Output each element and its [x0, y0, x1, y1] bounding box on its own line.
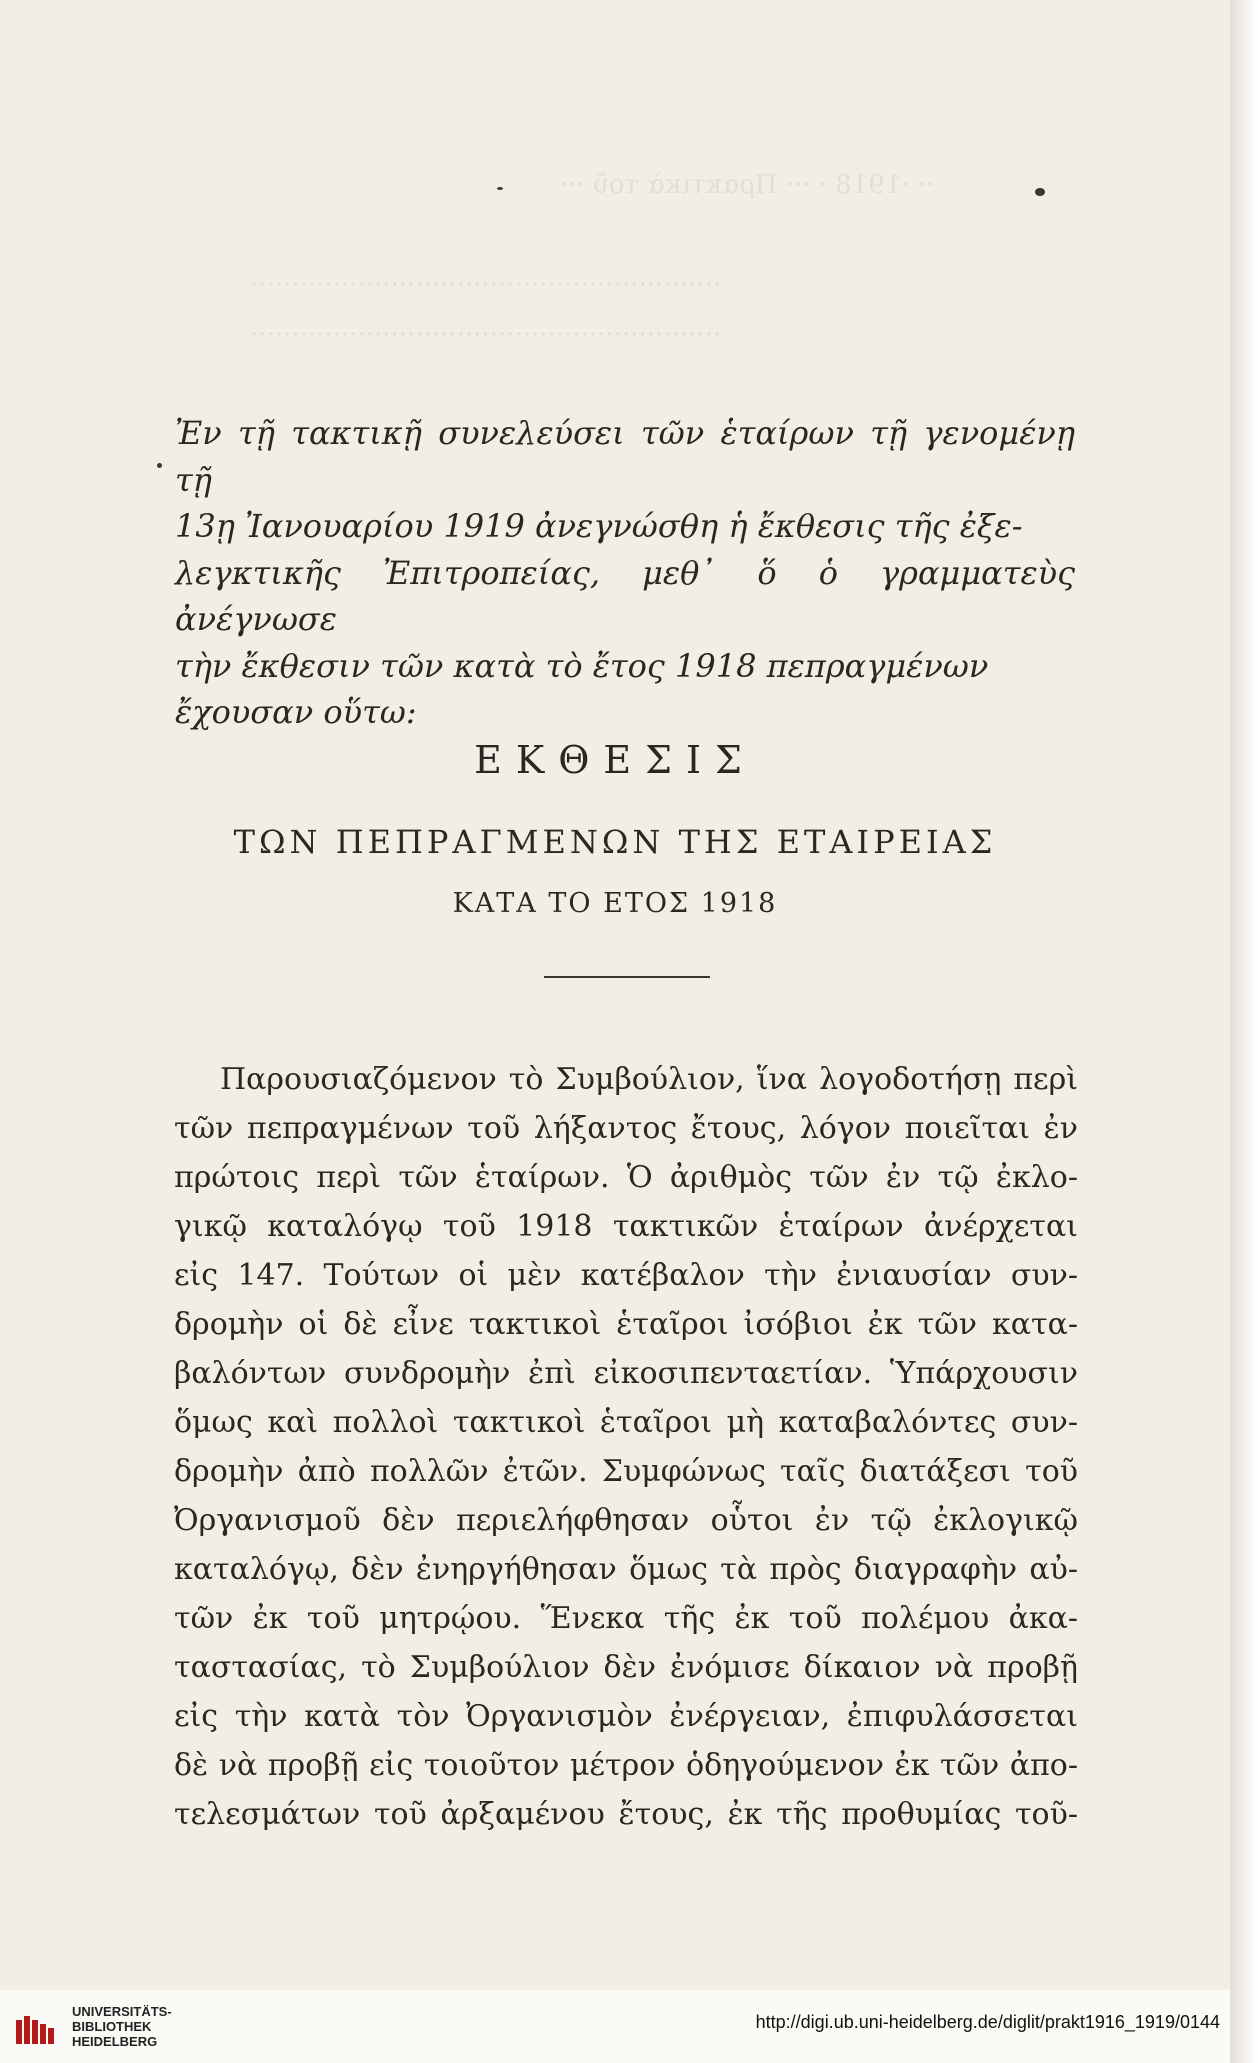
bleed-through-text: ·························································	[250, 270, 722, 300]
logo-line: HEIDELBERG	[72, 2034, 158, 2049]
body-line: ταστασίας, τὸ Συμβούλιον δὲν ἐνόμισε δίκαιον νὰ προβῇ	[174, 1650, 1078, 1685]
body-line: δὲ νὰ προβῇ εἰς τοιοῦτον μέτρον ὁδηγούμενον ἐκ τῶν ἀπο-	[174, 1748, 1078, 1783]
body-line: βαλόντων συνδρομὴν ἐπὶ εἰκοσιπενταετίαν. Ὑπάρχουσιν	[174, 1356, 1078, 1391]
report-year-line: ΚΑΤΑ ΤΟ ΕΤΟΣ 1918	[452, 888, 778, 919]
report-subtitle: ΤΩΝ ΠΕΠΡΑΓΜΕΝΩΝ ΤΗΣ ΕΤΑΙΡΕΙΑΣ	[233, 823, 997, 861]
intro-line: 13ῃ Ἰανουαρίου 1919 ἀνεγνώσθη ἡ ἔκθεσις τῆς ἐξε-	[175, 507, 1023, 545]
body-line: τῶν ἐκ τοῦ μητρῴου. Ἕνεκα τῆς ἐκ τοῦ πολέμου ἀκα-	[174, 1601, 1078, 1636]
report-title: ΕΚΘΕΣΙΣ	[474, 738, 756, 782]
bleed-through-text: ·························································	[250, 320, 722, 350]
body-line: τῶν πεπραγμένων τοῦ λήξαντος ἔτους, λόγον ποιεῖται ἐν	[174, 1111, 1078, 1146]
ink-speck	[157, 463, 162, 468]
body-line: Παρουσιαζόμενον τὸ Συμβούλιον, ἵνα λογοδοτήσῃ περὶ	[220, 1062, 1078, 1097]
body-line: Ὀργανισμοῦ δὲν περιελήφθησαν οὗτοι ἐν τῷ ἐκλογικῷ	[174, 1503, 1078, 1538]
body-line: γικῷ καταλόγῳ τοῦ 1918 τακτικῶν ἑταίρων ἀνέρχεται	[174, 1209, 1078, 1244]
body-line: πρώτοις περὶ τῶν ἑταίρων. Ὁ ἀριθμὸς τῶν ἐν τῷ ἐκλο-	[174, 1160, 1078, 1195]
logo-line: UNIVERSITÄTS-	[72, 2004, 172, 2019]
body-line: καταλόγῳ, δὲν ἐνηργήθησαν ὅμως τὰ πρὸς διαγραφὴν αὐ-	[174, 1552, 1078, 1587]
body-line: τελεσμάτων τοῦ ἀρξαμένου ἔτους, ἐκ τῆς προθυμίας τοῦ-	[174, 1797, 1078, 1832]
logo-line: BIBLIOTHEK	[72, 2019, 152, 2034]
body-line: δρομὴν οἱ δὲ εἶνε τακτικοὶ ἑταῖροι ἰσόβιοι ἐκ τῶν κατα-	[174, 1307, 1078, 1342]
bleed-through-text: ·· ·1918 · ··· Πρακτικὰ τοῦ ···	[560, 170, 935, 200]
intro-line: τὴν ἔκθεσιν τῶν κατὰ τὸ ἔτος 1918 πεπραγμένων	[175, 646, 989, 685]
intro-line: Ἐν τῇ τακτικῇ συνελεύσει τῶν ἑταίρων τῇ γενομένῃ τῇ	[175, 414, 1075, 499]
body-line: εἰς 147. Τούτων οἱ μὲν κατέβαλον τὴν ἐνιαυσίαν συν-	[174, 1258, 1078, 1293]
divider-rule	[544, 976, 710, 978]
library-logo-icon	[14, 2012, 62, 2048]
body-paragraph	[174, 1055, 1078, 1839]
body-line: εἰς τὴν κατὰ τὸν Ὀργανισμὸν ἐνέργειαν, ἐπιφυλάσσεται	[174, 1699, 1078, 1734]
ink-speck	[1035, 188, 1045, 196]
library-logo-text	[72, 2004, 172, 2049]
ink-speck	[497, 187, 503, 190]
body-line: δρομὴν ἀπὸ πολλῶν ἐτῶν. Συμφώνως ταῖς διατάξεσι τοῦ	[174, 1454, 1078, 1489]
body-line: ὅμως καὶ πολλοὶ τακτικοὶ ἑταῖροι μὴ καταβαλόντες συν-	[174, 1405, 1078, 1440]
intro-line: ἔχουσαν οὕτω:	[175, 693, 417, 731]
intro-paragraph	[175, 410, 1075, 736]
source-url-link[interactable]: http://digi.ub.uni-heidelberg.de/diglit/prakt1916_1919/0144	[755, 2012, 1220, 2032]
page-edge	[1230, 0, 1258, 2063]
intro-line: λεγκτικῆς Ἐπιτροπείας, μεθ᾽ ὅ ὁ γραμματεὺς ἀνέγνωσε	[175, 553, 1075, 638]
